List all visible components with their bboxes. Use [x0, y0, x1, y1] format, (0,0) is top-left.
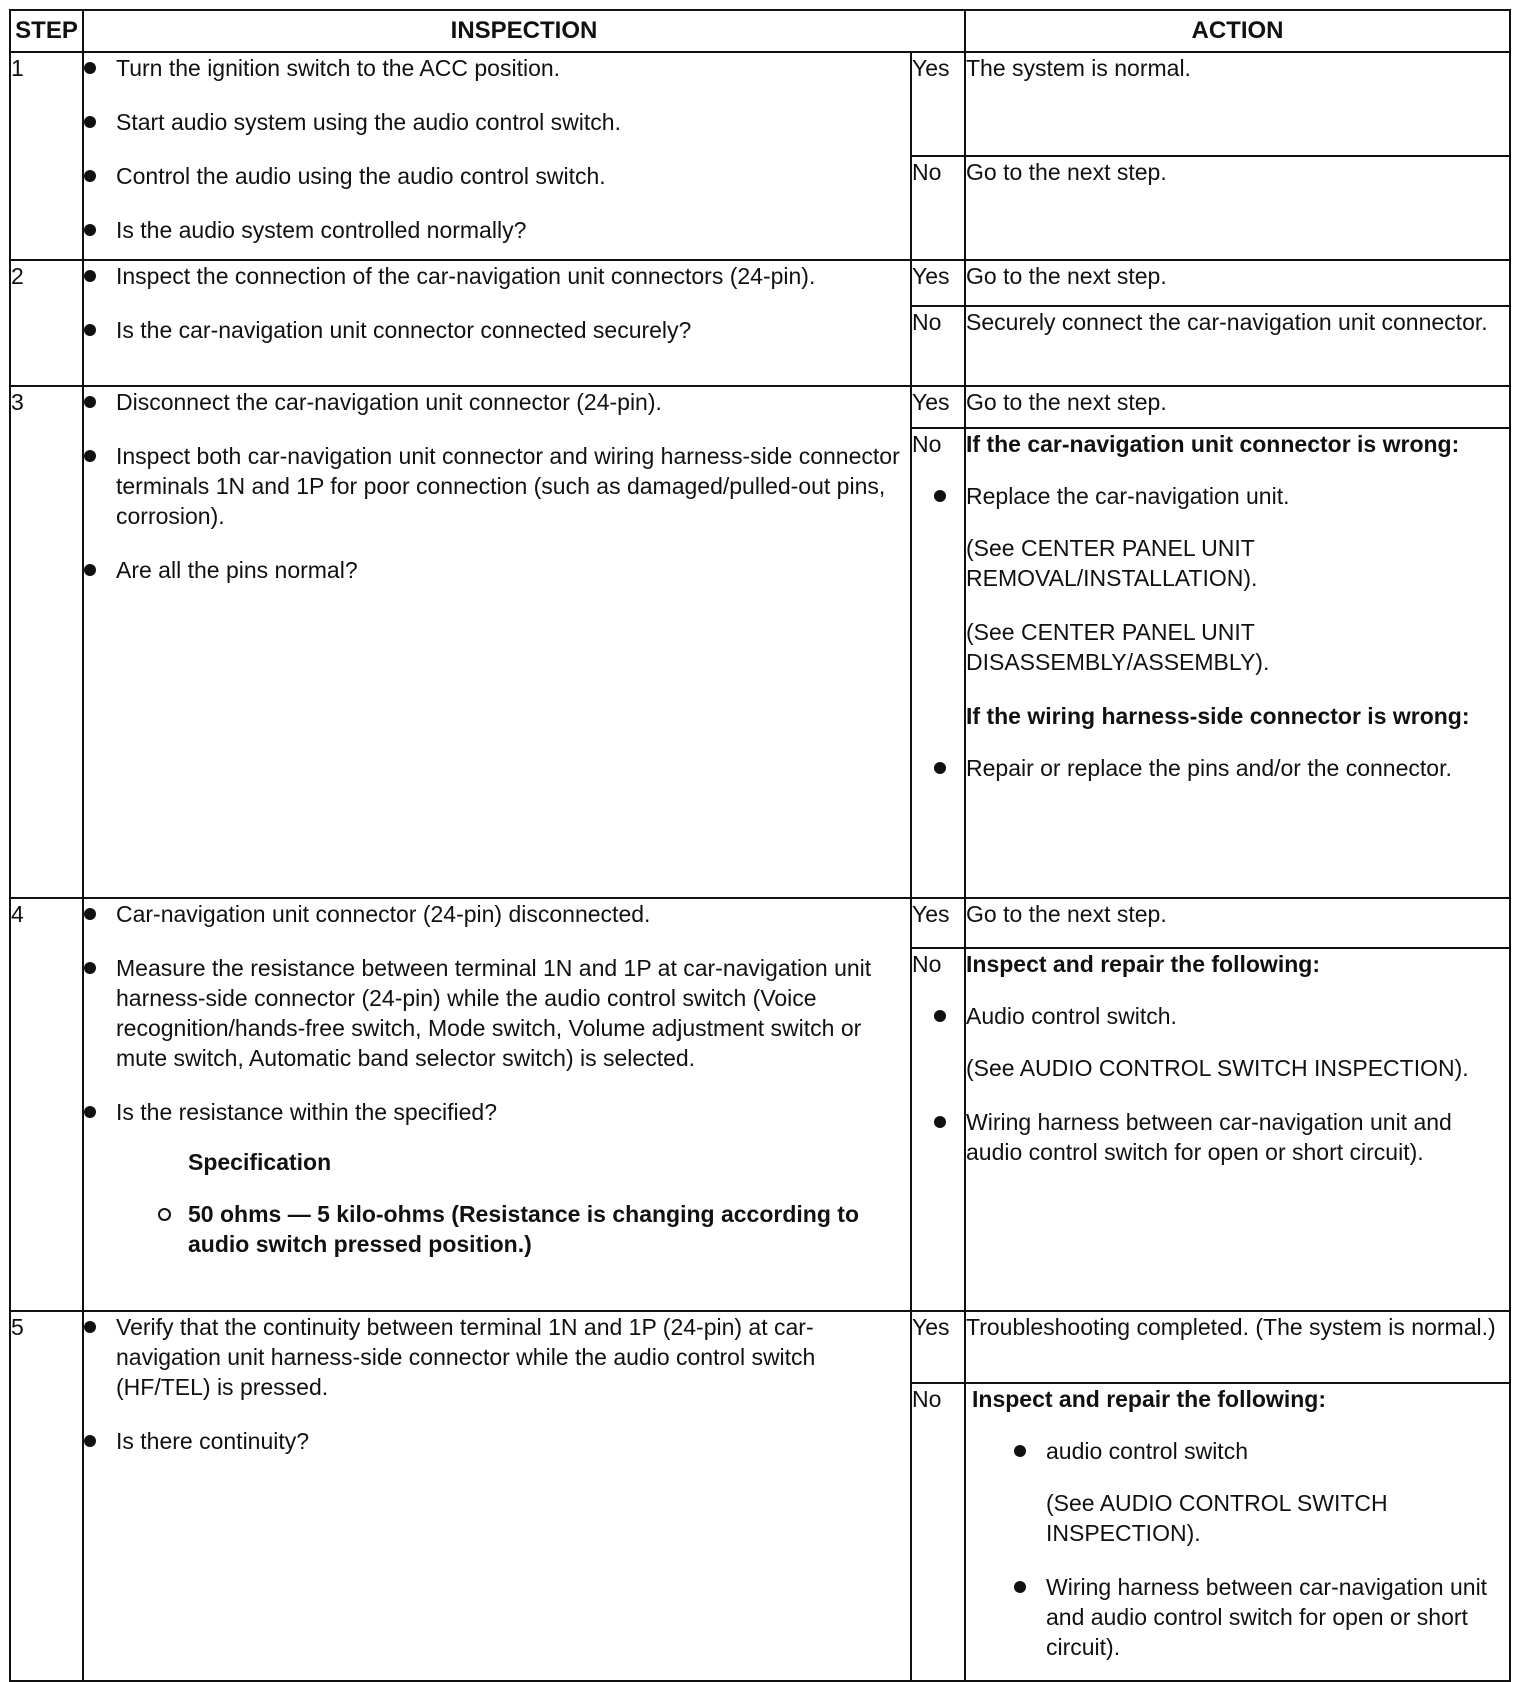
no-label: No [911, 428, 965, 898]
step-number: 5 [10, 1311, 83, 1681]
action-reference: (See AUDIO CONTROL SWITCH INSPECTION). [966, 1055, 1469, 1081]
no-action [965, 428, 1510, 898]
no-action: Go to the next step. [965, 156, 1510, 260]
inspection-cell [83, 52, 911, 260]
no-action [965, 1383, 1510, 1681]
action-heading: Inspect and repair the following: [966, 951, 1320, 977]
inspection-item: Verify that the continuity between terminal 1N and 1P (24-pin) at car-navigation unit harness-side connector while the audio control switch (HF/TEL) is pressed. [84, 1312, 910, 1402]
inspection-cell [83, 260, 911, 386]
yes-label: Yes [911, 898, 965, 948]
specification-title: Specification [188, 1149, 332, 1175]
no-action [965, 948, 1510, 1311]
inspection-cell [83, 1311, 911, 1681]
step-row-4 [10, 898, 1510, 948]
inspection-item: Control the audio using the audio control switch. [84, 161, 910, 191]
table-header-row [10, 10, 1510, 52]
inspection-item: Are all the pins normal? [84, 555, 910, 585]
step-number: 4 [10, 898, 83, 1311]
no-label: No [911, 948, 965, 1311]
action-reference: (See CENTER PANEL UNIT DISASSEMBLY/ASSEMBLY). [966, 619, 1270, 675]
step-row-2 [10, 260, 1510, 306]
yes-action: Go to the next step. [965, 260, 1510, 306]
inspection-item: Turn the ignition switch to the ACC position. [84, 53, 910, 83]
action-heading: If the car-navigation unit connector is wrong: [966, 431, 1460, 457]
yes-label: Yes [911, 386, 965, 428]
inspection-item: Is the audio system controlled normally? [84, 215, 910, 245]
action-item: Replace the car-navigation unit. [934, 481, 1509, 511]
header-step: STEP [10, 10, 83, 52]
action-item: Wiring harness between car-navigation unit and audio control switch for open or short circuit). [934, 1107, 1509, 1167]
action-item: audio control switch [1014, 1436, 1509, 1466]
header-inspection: INSPECTION [83, 10, 965, 52]
inspection-cell [83, 898, 911, 1311]
yes-action: Go to the next step. [965, 898, 1510, 948]
yes-action: Go to the next step. [965, 386, 1510, 428]
yes-label: Yes [911, 1311, 965, 1383]
no-label: No [911, 306, 965, 386]
step-number: 2 [10, 260, 83, 386]
action-heading: Inspect and repair the following: [972, 1386, 1326, 1412]
step-row-3 [10, 386, 1510, 428]
inspection-item: Is the resistance within the specified? [84, 1097, 910, 1127]
yes-label: Yes [911, 260, 965, 306]
inspection-item: Inspect both car-navigation unit connector and wiring harness-side connector terminals 1N and 1P for poor connection (such as damaged/pulled-out pins, corrosion). [84, 441, 910, 531]
action-item: Audio control switch. [934, 1001, 1509, 1031]
action-reference: (See AUDIO CONTROL SWITCH INSPECTION). [1046, 1490, 1388, 1546]
no-label: No [911, 1383, 965, 1681]
no-label: No [911, 156, 965, 260]
inspection-item: Is the car-navigation unit connector connected securely? [84, 315, 910, 345]
step-row-1 [10, 52, 1510, 156]
inspection-item: Disconnect the car-navigation unit connector (24-pin). [84, 387, 910, 417]
yes-action: The system is normal. [965, 52, 1510, 156]
inspection-item: Is there continuity? [84, 1426, 910, 1456]
step-row-5 [10, 1311, 1510, 1383]
specification-value: 50 ohms — 5 kilo-ohms (Resistance is changing according to audio switch pressed position.) [84, 1199, 910, 1259]
step-number: 3 [10, 386, 83, 898]
yes-action: Troubleshooting completed. (The system is normal.) [965, 1311, 1510, 1383]
action-heading: If the wiring harness-side connector is wrong: [966, 703, 1470, 729]
inspection-cell [83, 386, 911, 898]
inspection-item: Measure the resistance between terminal 1N and 1P at car-navigation unit harness-side connector (24-pin) while the audio control switch (Voice recognition/hands-free switch, Mode switch, Volume adjustment switch or mute switch, Automatic band selector switch) is selected. [84, 953, 910, 1073]
action-item: Repair or replace the pins and/or the connector. [934, 753, 1509, 783]
troubleshooting-table [9, 9, 1511, 1682]
header-action: ACTION [965, 10, 1510, 52]
action-reference: (See CENTER PANEL UNIT REMOVAL/INSTALLATION). [966, 535, 1258, 591]
no-action: Securely connect the car-navigation unit connector. [965, 306, 1510, 386]
inspection-item: Inspect the connection of the car-navigation unit connectors (24-pin). [84, 261, 910, 291]
inspection-item: Car-navigation unit connector (24-pin) disconnected. [84, 899, 910, 929]
yes-label: Yes [911, 52, 965, 156]
action-item: Wiring harness between car-navigation unit and audio control switch for open or short circuit). [1014, 1572, 1509, 1662]
inspection-item: Start audio system using the audio control switch. [84, 107, 910, 137]
step-number: 1 [10, 52, 83, 260]
